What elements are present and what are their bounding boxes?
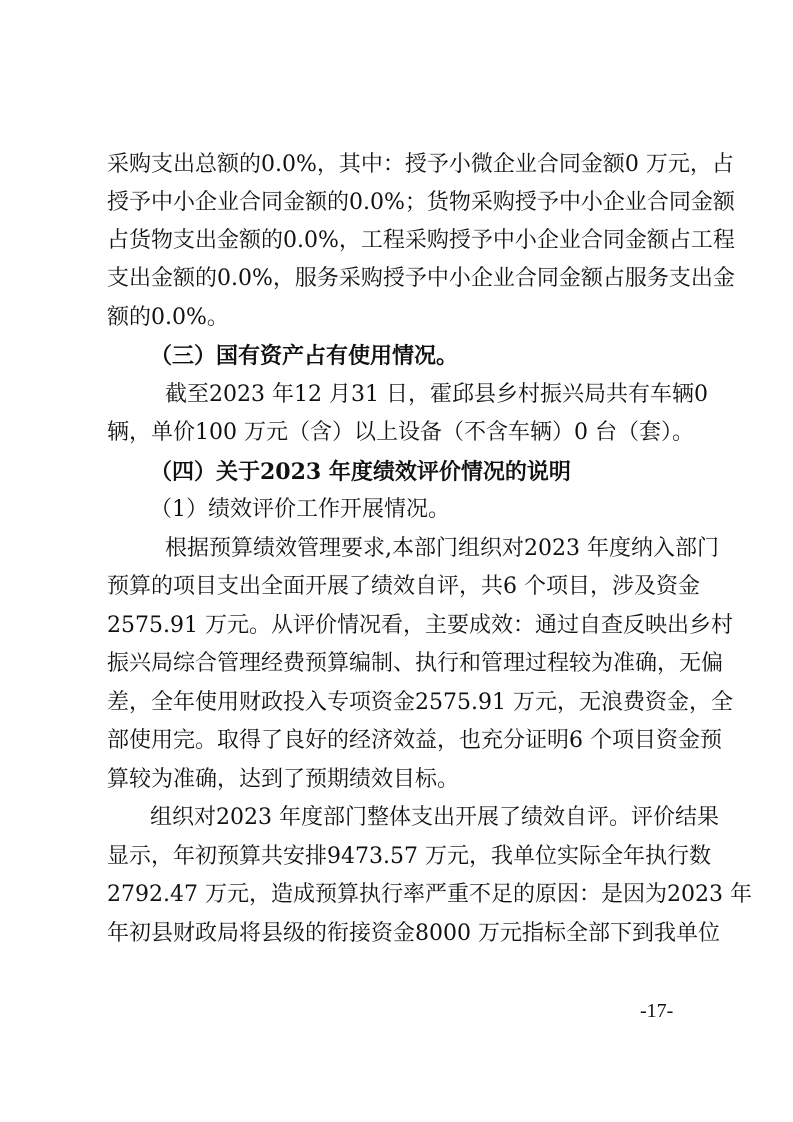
body-line: 预算的项目支出全面开展了绩效自评，共6 个项目，涉及资金 <box>107 574 700 599</box>
body-line: 部使用完。取得了良好的经济效益，也充分证明6 个项目资金预 <box>107 728 722 753</box>
body-line: 截至2023 年12 月31 日，霍邱县乡村振兴局共有车辆0 <box>165 382 708 407</box>
body-line: 算较为准确，达到了预期绩效目标。 <box>107 767 460 792</box>
body-line: 组织对2023 年度部门整体支出开展了绩效自评。评价结果 <box>150 805 719 830</box>
body-line: 振兴局综合管理经费预算编制、执行和管理过程较为准确，无偏 <box>107 651 724 676</box>
body-line: 年初县财政局将县级的衔接资金8000 万元指标全部下到我单位 <box>107 921 720 946</box>
body-line: 额的0.0%。 <box>107 305 229 330</box>
body-line: 占货物支出金额的0.0%，工程采购授予中小企业合同金额占工程 <box>107 228 735 253</box>
body-line: 2792.47 万元，造成预算执行率严重不足的原因：是因为2023 年 <box>107 882 752 907</box>
body-line: 根据预算绩效管理要求,本部门组织对2023 年度纳入部门 <box>165 536 719 561</box>
body-line: 采购支出总额的0.0%，其中：授予小微企业合同金额0 万元，占 <box>107 152 734 177</box>
body-line: 显示，年初预算共安排9473.57 万元，我单位实际全年执行数 <box>107 844 711 869</box>
subsection-heading: （1）绩效评价工作开展情况。 <box>150 497 450 522</box>
body-line: 授予中小企业合同金额的0.0%；货物采购授予中小企业合同金额 <box>107 190 735 215</box>
body-line: 差，全年使用财政投入专项资金2575.91 万元，无浪费资金，全 <box>107 690 733 715</box>
page-number: -17- <box>640 1000 674 1022</box>
body-line: 支出金额的0.0%，服务采购授予中小企业合同金额占服务支出金 <box>107 266 735 291</box>
section-heading-4: （四）关于2023 年度绩效评价情况的说明 <box>150 459 571 485</box>
body-line: 辆，单价100 万元（含）以上设备（不含车辆）0 台（套）。 <box>107 420 694 445</box>
body-line: 2575.91 万元。从评价情况看，主要成效：通过自查反映出乡村 <box>107 613 733 638</box>
section-heading-3: （三）国有资产占有使用情况。 <box>150 343 459 369</box>
